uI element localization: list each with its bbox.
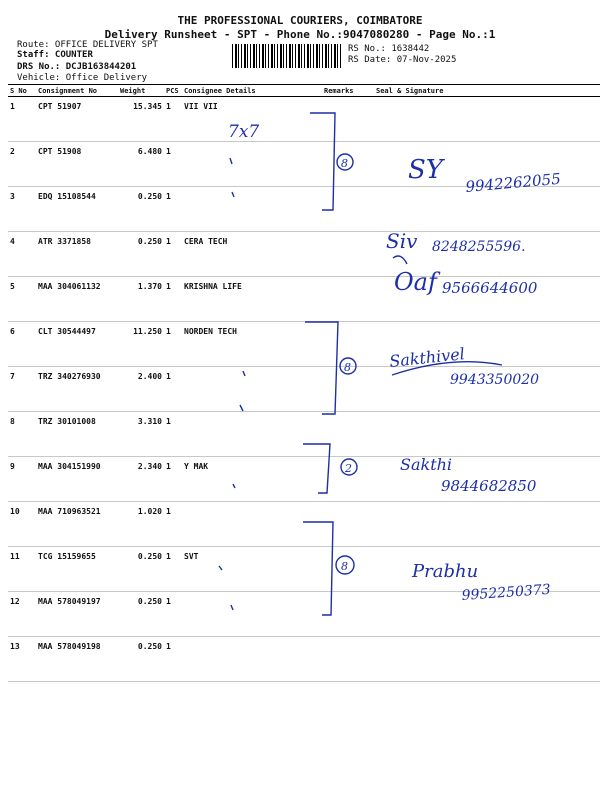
table-row — [8, 232, 600, 277]
row-signature — [374, 142, 600, 187]
row-details: KRISHNA LIFE — [182, 277, 322, 322]
barcode — [232, 44, 342, 68]
row-remarks — [322, 457, 374, 502]
signature-5-name: Sakthi — [400, 455, 453, 474]
row-sno: 8 — [8, 412, 36, 457]
row-weight: 0.250 — [118, 547, 164, 592]
remark-circle-2: 8 — [344, 361, 351, 374]
row-consignment: TRZ 340276930 — [36, 367, 118, 412]
row-weight: 3.310 — [118, 412, 164, 457]
col-pcs: PCS — [164, 85, 182, 97]
remark-circle-4: 8 — [341, 560, 348, 573]
row-details — [182, 367, 322, 412]
row-sno: 13 — [8, 637, 36, 682]
row-details: CERA TECH — [182, 232, 322, 277]
rs-date: RS Date: 07-Nov-2025 — [348, 55, 457, 65]
row-signature — [374, 637, 600, 682]
row-pcs: 1 — [164, 232, 182, 277]
row-consignment: EDQ 15108544 — [36, 187, 118, 232]
row-pcs: 1 — [164, 277, 182, 322]
signature-1-name: SY — [408, 155, 443, 185]
signature-6-name: Prabhu — [412, 561, 479, 582]
signature-2-phone: 8248255596. — [432, 239, 526, 255]
row-pcs: 1 — [164, 502, 182, 547]
row-consignment: ATR 3371858 — [36, 232, 118, 277]
table-row — [8, 277, 600, 322]
row-remarks — [322, 592, 374, 637]
row-pcs: 1 — [164, 412, 182, 457]
row-pcs: 1 — [164, 592, 182, 637]
table-row — [8, 502, 600, 547]
signature-2-name: Siv — [386, 229, 418, 253]
col-remarks: Remarks — [322, 85, 374, 97]
row-remarks — [322, 322, 374, 367]
row-consignment: MAA 304061132 — [36, 277, 118, 322]
route-label: Route: OFFICE DELIVERY SPT — [17, 40, 158, 50]
row-weight: 6.480 — [118, 142, 164, 187]
row-consignment: CLT 30544497 — [36, 322, 118, 367]
col-consignment: Consignment No — [36, 85, 118, 97]
table-header-row — [8, 85, 600, 97]
row-sno: 3 — [8, 187, 36, 232]
signature-3-name: Oaf — [394, 268, 437, 296]
row-sno: 11 — [8, 547, 36, 592]
table-row — [8, 457, 600, 502]
row-consignment: MAA 304151990 — [36, 457, 118, 502]
table-row — [8, 187, 600, 232]
row-sno: 10 — [8, 502, 36, 547]
row-remarks — [322, 367, 374, 412]
row-sno: 6 — [8, 322, 36, 367]
row-consignment: TCG 15159655 — [36, 547, 118, 592]
row-details — [182, 142, 322, 187]
row-signature — [374, 277, 600, 322]
row-details: Y MAK — [182, 457, 322, 502]
row-sno: 7 — [8, 367, 36, 412]
row-signature — [374, 457, 600, 502]
signature-5-phone: 9844682850 — [441, 477, 537, 495]
signature-3-phone: 9566644600 — [442, 279, 538, 297]
runsheet-title: Delivery Runsheet - SPT - Phone No.:9047080280 - Page No.:1 — [104, 28, 496, 41]
row-weight: 0.250 — [118, 187, 164, 232]
row-signature — [374, 547, 600, 592]
row-details — [182, 592, 322, 637]
vehicle-label: Vehicle: Office Delivery — [17, 73, 148, 83]
drs-label: DRS No.: DCJB163844201 — [17, 62, 137, 72]
table-row — [8, 547, 600, 592]
col-weight: Weight — [118, 85, 164, 97]
row-consignment: MAA 578049198 — [36, 637, 118, 682]
staff-label: Staff: COUNTER — [17, 50, 93, 60]
signature-1-phone: 9942262055 — [464, 169, 562, 196]
runsheet-table — [8, 84, 600, 682]
row-weight: 1.370 — [118, 277, 164, 322]
row-details: NORDEN TECH — [182, 322, 322, 367]
row-pcs: 1 — [164, 637, 182, 682]
row-signature — [374, 592, 600, 637]
table-row — [8, 367, 600, 412]
row-remarks — [322, 277, 374, 322]
row-weight: 0.250 — [118, 637, 164, 682]
table-row — [8, 322, 600, 367]
company-title: THE PROFESSIONAL COURIERS, COIMBATORE — [177, 14, 423, 27]
row-signature — [374, 97, 600, 142]
col-signature: Seal & Signature — [374, 85, 600, 97]
row-details — [182, 187, 322, 232]
row-sno: 5 — [8, 277, 36, 322]
row-consignment: MAA 710963521 — [36, 502, 118, 547]
row-remarks — [322, 232, 374, 277]
table-row — [8, 637, 600, 682]
row-details — [182, 412, 322, 457]
row-details — [182, 502, 322, 547]
row-signature — [374, 322, 600, 367]
row-consignment: TRZ 30101008 — [36, 412, 118, 457]
row-weight: 2.340 — [118, 457, 164, 502]
row1-note: 7x7 — [228, 122, 260, 142]
table-row — [8, 412, 600, 457]
row-details: VII VII — [182, 97, 322, 142]
row-sno: 2 — [8, 142, 36, 187]
row-weight: 2.400 — [118, 367, 164, 412]
row-weight: 0.250 — [118, 232, 164, 277]
row-signature — [374, 187, 600, 232]
row-remarks — [322, 637, 374, 682]
row-pcs: 1 — [164, 187, 182, 232]
signature-6-phone: 9952250373 — [461, 581, 552, 604]
row-details — [182, 637, 322, 682]
row-pcs: 1 — [164, 97, 182, 142]
row-signature — [374, 367, 600, 412]
row-pcs: 1 — [164, 322, 182, 367]
row-consignment: MAA 578049197 — [36, 592, 118, 637]
table-row — [8, 97, 600, 142]
row-remarks — [322, 547, 374, 592]
row-consignment: CPT 51908 — [36, 142, 118, 187]
row-remarks — [322, 142, 374, 187]
signature-4-phone: 9943350020 — [450, 372, 540, 388]
table-row — [8, 142, 600, 187]
rs-number: RS No.: 1638442 — [348, 44, 430, 54]
row-weight: 1.020 — [118, 502, 164, 547]
row-sno: 1 — [8, 97, 36, 142]
row-weight: 0.250 — [118, 592, 164, 637]
row-pcs: 1 — [164, 142, 182, 187]
row-consignment: CPT 51907 — [36, 97, 118, 142]
row-pcs: 1 — [164, 547, 182, 592]
row-sno: 12 — [8, 592, 36, 637]
signature-4-name: Sakthivel — [388, 344, 466, 371]
row-sno: 4 — [8, 232, 36, 277]
row-remarks — [322, 97, 374, 142]
row-pcs: 1 — [164, 457, 182, 502]
row-weight: 15.345 — [118, 97, 164, 142]
row-signature — [374, 502, 600, 547]
row-remarks — [322, 412, 374, 457]
row-pcs: 1 — [164, 367, 182, 412]
row-signature — [374, 412, 600, 457]
row-details: SVT — [182, 547, 322, 592]
row-sno: 9 — [8, 457, 36, 502]
row-weight: 11.250 — [118, 322, 164, 367]
row-signature — [374, 232, 600, 277]
row-remarks — [322, 502, 374, 547]
remark-circle-1: 8 — [341, 157, 348, 170]
col-details: Consignee Details — [182, 85, 322, 97]
table-row — [8, 592, 600, 637]
col-sno: S No — [8, 85, 36, 97]
remark-circle-3: 2 — [345, 462, 352, 475]
row-remarks — [322, 187, 374, 232]
